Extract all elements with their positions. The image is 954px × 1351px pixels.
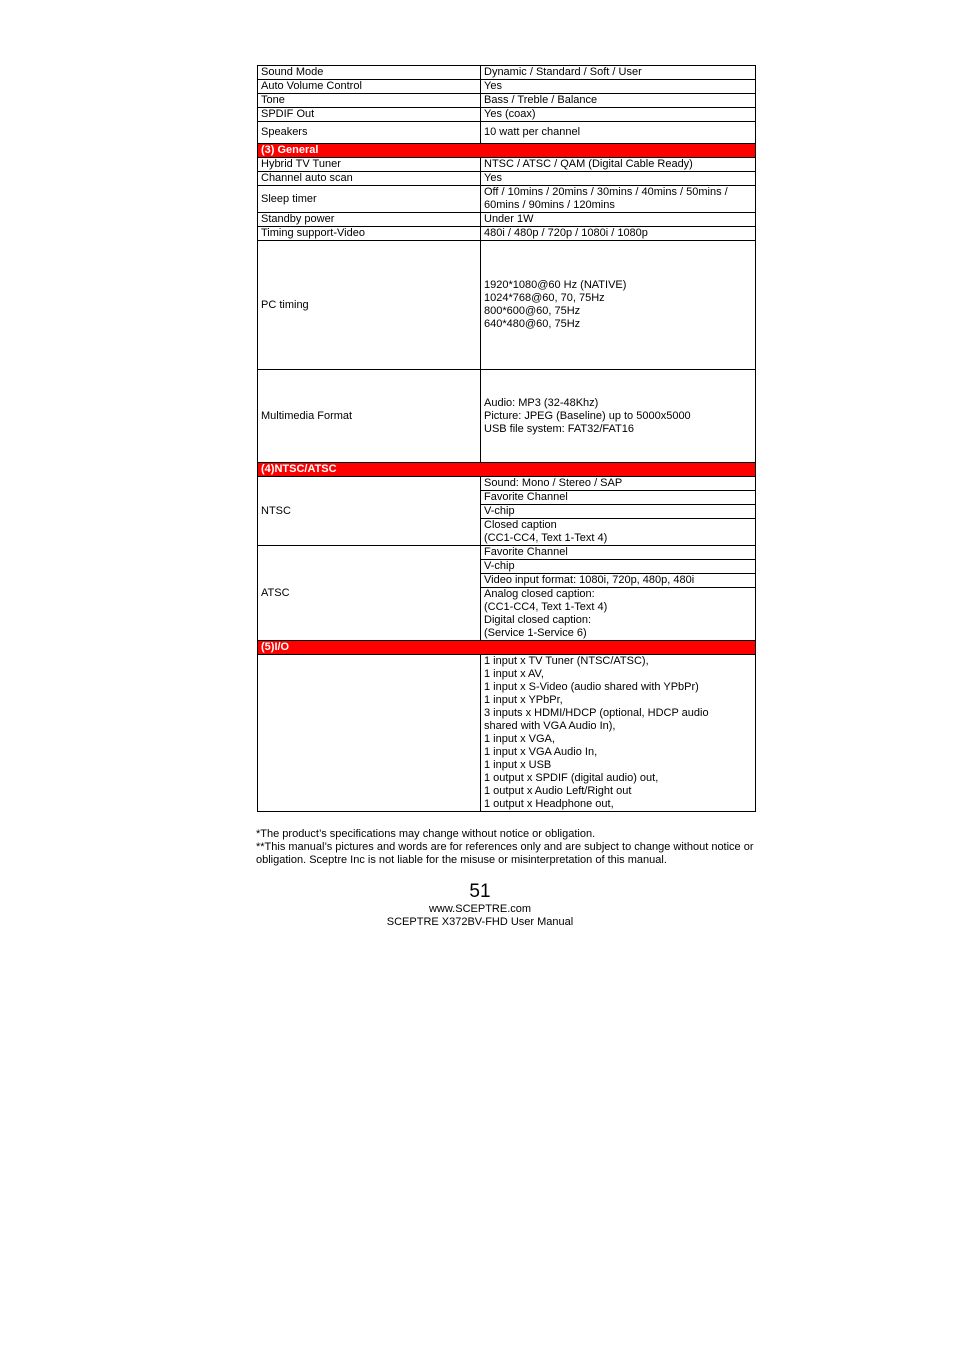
page-footer	[28, 903, 954, 929]
spec-value: Bass / Treble / Balance	[481, 94, 756, 108]
footnote-disclaimer: **This manual’s pictures and words are for references only and are subject to change without notice or obligation. Sceptre Inc is not liable for the misuse or misinterpretation of this manual.	[256, 841, 754, 866]
specifications-table	[257, 65, 756, 812]
spec-value: Under 1W	[481, 213, 756, 227]
spec-value: Yes	[481, 80, 756, 94]
spec-value: V-chip	[481, 560, 756, 574]
spec-label: Sleep timer	[258, 186, 481, 213]
spec-value-io: 1 input x TV Tuner (NTSC/ATSC), 1 input x AV, 1 input x S-Video (audio shared with YPbPr) 1 input x YPbPr, 3 inputs x HDMI/HDCP (optional, HDCP audio shared with VGA Audio In), 1 input x VGA, 1 input x VGA Audio In, 1 input x USB 1 output x SPDIF (digital audio) out, 1 output x Audio Left/Right out 1 output x Headphone out,	[481, 655, 756, 812]
section-header-ntsc-atsc: (4)NTSC/ATSC	[258, 463, 756, 477]
spec-value: Video input format: 1080i, 720p, 480p, 480i	[481, 574, 756, 588]
spec-label: Auto Volume Control	[258, 80, 481, 94]
section-header-io: (5)I/O	[258, 641, 756, 655]
spec-label: Timing support-Video	[258, 227, 481, 241]
spec-label-ntsc: NTSC	[258, 477, 481, 546]
spec-value: Sound: Mono / Stereo / SAP	[481, 477, 756, 491]
spec-label: Channel auto scan	[258, 172, 481, 186]
spec-value: 1920*1080@60 Hz (NATIVE) 1024*768@60, 70, 75Hz 800*600@60, 75Hz 640*480@60, 75Hz	[481, 241, 756, 370]
spec-label-atsc: ATSC	[258, 546, 481, 641]
website-link[interactable]: www.SCEPTRE.com	[428, 903, 532, 915]
spec-value: Audio: MP3 (32-48Khz) Picture: JPEG (Baseline) up to 5000x5000 USB file system: FAT32/FAT16	[481, 370, 756, 463]
spec-label: PC timing	[258, 241, 481, 370]
footnotes	[256, 828, 756, 867]
spec-label: Sound Mode	[258, 66, 481, 80]
spec-label: Tone	[258, 94, 481, 108]
spec-value: 10 watt per channel	[481, 122, 756, 144]
spec-value: Yes (coax)	[481, 108, 756, 122]
spec-label: Multimedia Format	[258, 370, 481, 463]
spec-value: Yes	[481, 172, 756, 186]
spec-label: Standby power	[258, 213, 481, 227]
spec-value: Dynamic / Standard / Soft / User	[481, 66, 756, 80]
spec-value: 480i / 480p / 720p / 1080i / 1080p	[481, 227, 756, 241]
section-header-general: (3) General	[258, 144, 756, 158]
spec-label-io	[258, 655, 481, 812]
spec-label: Hybrid TV Tuner	[258, 158, 481, 172]
spec-value: Favorite Channel	[481, 546, 756, 560]
page-number	[5, 881, 954, 903]
spec-value: NTSC / ATSC / QAM (Digital Cable Ready)	[481, 158, 756, 172]
spec-value: Favorite Channel	[481, 491, 756, 505]
spec-value: Closed caption (CC1-CC4, Text 1-Text 4)	[481, 519, 756, 546]
spec-label: Speakers	[258, 122, 481, 144]
spec-value: V-chip	[481, 505, 756, 519]
spec-value: Off / 10mins / 20mins / 30mins / 40mins / 50mins / 60mins / 90mins / 120mins	[481, 186, 756, 213]
spec-value: Analog closed caption: (CC1-CC4, Text 1-Text 4) Digital closed caption: (Service 1-Service 6)	[481, 588, 756, 641]
page-number-text: 51	[469, 881, 491, 902]
spec-label: SPDIF Out	[258, 108, 481, 122]
footnote-specifications: *The product’s specifications may change without notice or obligation.	[256, 828, 596, 840]
manual-title: SCEPTRE X372BV-FHD User Manual	[386, 916, 574, 928]
